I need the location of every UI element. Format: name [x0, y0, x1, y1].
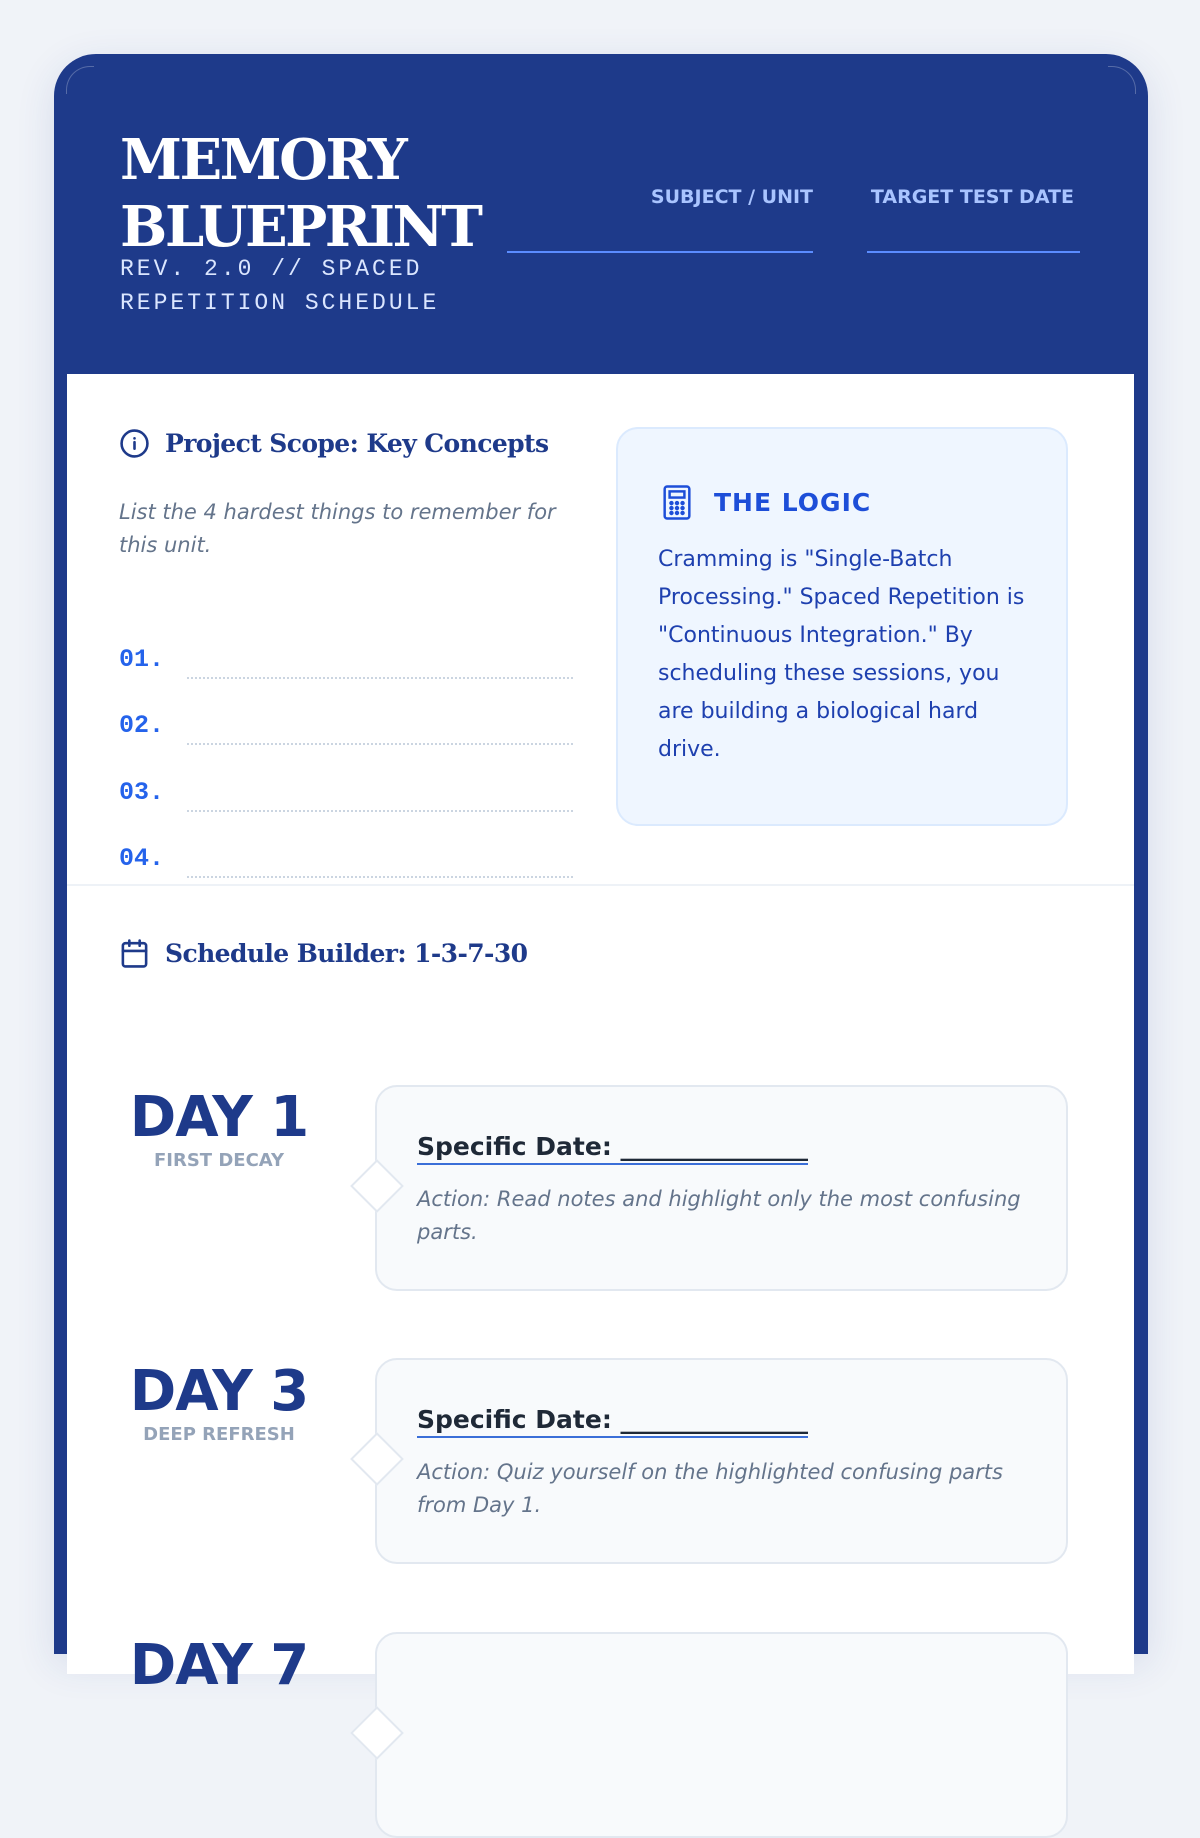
- day-card: [375, 1085, 1068, 1291]
- day-action: Action: Quiz yourself on the highlighted confusing parts from Day 1.: [417, 1460, 1003, 1517]
- specific-date-field[interactable]: Specific Date: _______________: [417, 1131, 808, 1165]
- day-card: [375, 1632, 1068, 1838]
- logic-callout: [616, 427, 1068, 826]
- concept-line[interactable]: [187, 876, 573, 878]
- corner-accent: [1108, 66, 1136, 94]
- worksheet: [67, 374, 1134, 1698]
- concept-item[interactable]: [119, 641, 579, 681]
- concept-item[interactable]: [119, 707, 579, 747]
- day-tag: FIRST DECAY: [153, 1150, 285, 1171]
- concept-line[interactable]: [187, 677, 573, 679]
- schedule-heading-text: Schedule Builder: 1-3-7-30: [165, 939, 528, 968]
- corner-accent: [66, 66, 94, 94]
- concept-item[interactable]: [119, 774, 579, 814]
- day-card: [375, 1358, 1068, 1564]
- logic-heading: [662, 484, 871, 521]
- subject-unit-field[interactable]: [507, 251, 813, 253]
- page-subtitle: REV. 2.0 // SPACED REPETITION SCHEDULE: [120, 256, 440, 316]
- calendar-icon: [119, 938, 150, 969]
- concept-number: 01.: [119, 645, 165, 674]
- calculator-icon: [662, 484, 692, 521]
- day-number: DAY 7: [129, 1633, 309, 1698]
- timeline-marker: [350, 1706, 404, 1760]
- day-label: [119, 1085, 319, 1171]
- day-label: [119, 1359, 319, 1445]
- logic-heading-text: THE LOGIC: [714, 488, 872, 517]
- concept-line[interactable]: [187, 810, 573, 812]
- concept-number: 04.: [119, 844, 165, 873]
- info-icon: [119, 428, 150, 459]
- timeline-marker: [350, 1159, 404, 1213]
- specific-date-field[interactable]: Specific Date: _______________: [417, 1404, 808, 1438]
- day-label: [119, 1633, 319, 1698]
- timeline-marker: [350, 1432, 404, 1486]
- day-number: DAY 3: [129, 1359, 309, 1424]
- blueprint-frame: [54, 54, 1148, 1698]
- scope-heading-text: Project Scope: Key Concepts: [165, 429, 549, 458]
- day-action: Action: Read notes and highlight only the most confusing parts.: [417, 1187, 1021, 1244]
- target-test-date-field[interactable]: [867, 251, 1080, 253]
- subject-unit-label: SUBJECT / UNIT: [650, 186, 813, 208]
- scope-heading: [119, 428, 548, 459]
- day-tag: DEEP REFRESH: [143, 1424, 295, 1445]
- scope-hint: List the 4 hardest things to remember for this unit.: [119, 500, 556, 557]
- page-title: MEMORY BLUEPRINT: [120, 127, 481, 260]
- section-divider: [67, 884, 1134, 886]
- concept-number: 02.: [119, 711, 165, 740]
- concept-number: 03.: [119, 778, 165, 807]
- schedule-heading: [119, 938, 527, 969]
- concept-item[interactable]: [119, 840, 579, 880]
- logic-body: Cramming is "Single-Batch Processing." Spaced Repetition is "Continuous Integration." By scheduling these sessions, you are building a biological hard drive.: [658, 547, 1025, 762]
- day-number: DAY 1: [129, 1085, 309, 1150]
- target-test-date-label: TARGET TEST DATE: [870, 186, 1074, 208]
- concept-line[interactable]: [187, 743, 573, 745]
